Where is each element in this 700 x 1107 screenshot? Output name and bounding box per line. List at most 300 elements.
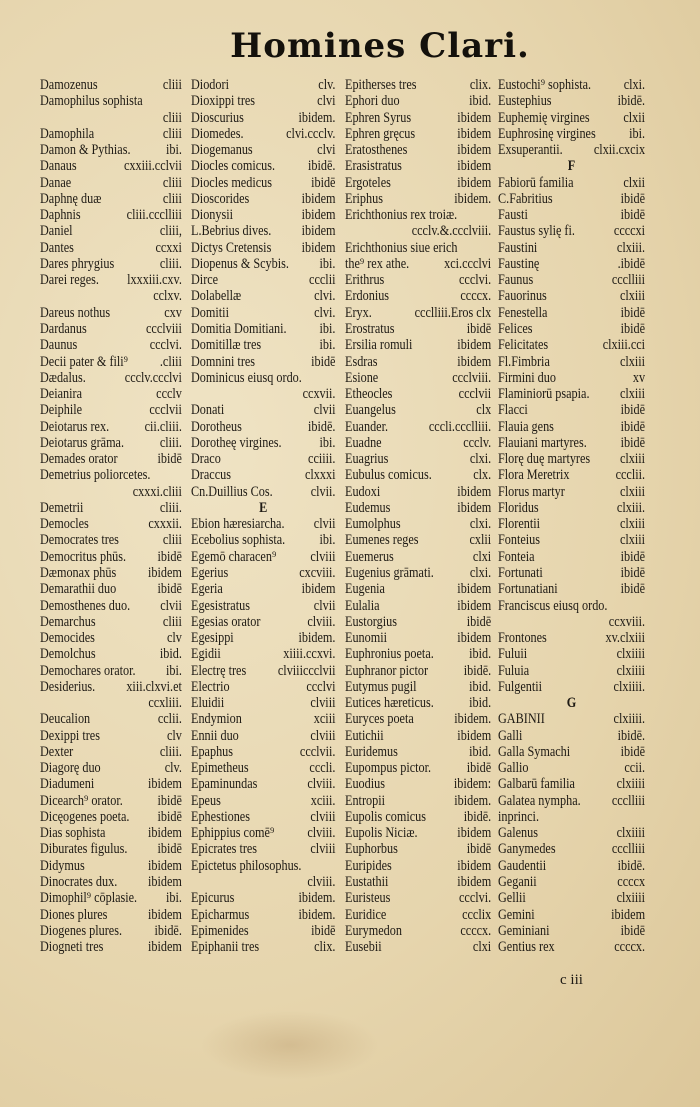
entry-reference: clvi. [314, 288, 336, 305]
index-entry [345, 874, 491, 890]
index-entry [191, 663, 335, 679]
entry-reference: clvi [317, 142, 336, 159]
entry-name: Eutichii [345, 727, 384, 744]
entry-name: Dicearch⁹ orator. [40, 792, 123, 809]
index-entry [345, 158, 491, 174]
entry-reference: ccccx. [614, 939, 646, 956]
entry-reference: clxiii [619, 516, 646, 533]
index-entry [345, 923, 491, 939]
index-entry [498, 93, 645, 109]
entry-name: Democritus phūs. [40, 548, 127, 565]
index-entry [498, 386, 645, 402]
entry-name: Egidii [191, 646, 221, 663]
index-entry [191, 142, 335, 158]
entry-name: Egesias orator [191, 613, 261, 630]
index-entry [191, 93, 335, 109]
index-entry [191, 272, 335, 288]
entry-reference: cliii. [159, 499, 182, 516]
entry-reference: ibidem [611, 906, 646, 923]
entry-name: Ecebolius sophista. [191, 532, 286, 549]
index-entry [345, 435, 491, 451]
index-entry [40, 191, 182, 207]
entry-reference: cxv [164, 304, 182, 321]
entry-reference: clxi [472, 939, 492, 956]
entry-reference: clvi.ccclv. [286, 125, 336, 142]
entry-name: Flacci [498, 402, 528, 419]
entry-reference: cciiii. [308, 451, 336, 468]
entry-reference: ibidē. [617, 93, 646, 110]
index-entry [345, 728, 491, 744]
entry-reference: cxxiii.cclvii [123, 158, 182, 175]
index-entry [498, 841, 645, 857]
entry-name: Cn.Duillius Cos. [191, 483, 273, 500]
index-entry [40, 354, 182, 370]
entry-name: the⁹ rex athe. [345, 255, 410, 272]
index-entry [191, 484, 335, 500]
entry-reference: clvii [160, 597, 182, 614]
entry-reference: ccxxi [155, 239, 182, 256]
index-entry [40, 484, 182, 500]
entry-reference: ibidē [157, 808, 182, 825]
index-entry [191, 614, 335, 630]
entry-name: Frontones [498, 630, 547, 647]
entry-name: Ephestiones [191, 808, 250, 825]
entry-reference: cliii [162, 125, 182, 142]
entry-reference: ccclvii. [299, 743, 336, 760]
entry-reference: ibidē [620, 402, 646, 419]
index-entry [345, 175, 491, 191]
entry-reference: ibidem [148, 857, 182, 874]
entry-name: Flauiani martyres. [498, 434, 587, 451]
index-entry [345, 646, 491, 662]
entry-reference: clxiii [619, 288, 646, 305]
entry-name: Ephren gręcus [345, 125, 416, 142]
entry-name: Democides [40, 630, 95, 647]
index-entry [191, 207, 335, 223]
entry-reference: ibidem [301, 223, 336, 240]
entry-reference: ibidem [148, 874, 182, 891]
entry-name: Domitia Domitiani. [191, 320, 287, 337]
index-column-3 [345, 77, 491, 955]
entry-reference: clxiii [619, 353, 646, 370]
index-entry [498, 874, 645, 890]
entry-name: Erasistratus [345, 158, 402, 175]
entry-name: Egesippi [191, 630, 234, 647]
index-column-4 [498, 77, 645, 955]
entry-reference: ibi. [319, 532, 336, 549]
index-entry [40, 825, 182, 841]
entry-name: Fl.Fimbria [498, 353, 550, 370]
entry-reference: .cliii [159, 353, 182, 370]
section-letter-text: E [259, 499, 268, 516]
entry-reference: cccli. [309, 760, 336, 777]
index-entry [191, 337, 335, 353]
index-entry [191, 435, 335, 451]
entry-name: Euagrius [345, 451, 389, 468]
entry-name: Euristeus [345, 890, 391, 907]
entry-name: Eudoxi [345, 483, 381, 500]
entry-name: Fauorinus [498, 288, 547, 305]
entry-name: Ersilia romuli [345, 337, 413, 354]
index-entry [345, 370, 491, 386]
index-entry [40, 126, 182, 142]
entry-name: Euridemus [345, 743, 398, 760]
section-letter-text: F [567, 158, 576, 175]
entry-name: Firmini duo [498, 369, 556, 386]
entry-reference: ibidem [457, 825, 492, 842]
entry-name: Diones plures [40, 906, 108, 923]
entry-name: Eryx. [345, 304, 372, 321]
entry-reference: clviii [310, 808, 336, 825]
entry-name: Diodori [191, 77, 229, 93]
entry-name: Dioscorides [191, 190, 250, 207]
index-entry [498, 126, 645, 142]
entry-reference: clviii [310, 548, 336, 565]
index-entry [498, 598, 645, 614]
entry-reference: ibidē [620, 304, 646, 321]
entry-name: Epictetus philosophus. [191, 857, 302, 874]
entry-reference: cii.cliii. [144, 418, 182, 435]
index-entry [40, 939, 182, 955]
entry-name: Faustus sylię fi. [498, 223, 575, 240]
entry-reference: clxiiii. [613, 678, 646, 695]
entry-reference: ibid. [469, 646, 492, 663]
index-column-2 [191, 77, 335, 955]
index-entry [191, 695, 335, 711]
entry-reference: ibidē [157, 581, 182, 598]
entry-reference: ccxvii. [302, 386, 336, 403]
entry-name: Draco [191, 451, 221, 468]
index-entry [191, 646, 335, 662]
index-entry [191, 825, 335, 841]
entry-reference: ibidē [466, 320, 492, 337]
entry-name: Euryces poeta [345, 711, 414, 728]
entry-name: Domnini tres [191, 353, 256, 370]
index-entry [345, 240, 491, 256]
entry-reference: clviii. [307, 776, 336, 793]
index-entry [498, 354, 645, 370]
index-entry [498, 305, 645, 321]
index-entry [345, 809, 491, 825]
entry-name: Esdras [345, 353, 378, 370]
entry-reference: ccclviii [145, 320, 182, 337]
index-entry [191, 191, 335, 207]
entry-name: Dimophil⁹ cōplasie. [40, 890, 138, 907]
entry-name: Epicrates tres [191, 841, 258, 858]
entry-reference: ibid. [159, 646, 182, 663]
entry-name: Erostratus [345, 320, 395, 337]
index-entry [498, 516, 645, 532]
index-entry [191, 158, 335, 174]
entry-name: Dominicus eiusq ordo. [191, 369, 302, 386]
entry-name: Gentius rex [498, 939, 555, 956]
entry-name: Deiotarus grāma. [40, 434, 125, 451]
index-entry [40, 272, 182, 288]
entry-name: Demosthenes duo. [40, 597, 131, 614]
entry-name: Ennii duo [191, 727, 239, 744]
index-entry [345, 695, 491, 711]
entry-reference: ibidem. [298, 109, 336, 126]
entry-name: Fonteius [498, 532, 541, 549]
index-entry [191, 110, 335, 126]
entry-reference: cliii. [159, 434, 182, 451]
entry-name: Diburates figulus. [40, 841, 128, 858]
entry-name: Electrę tres [191, 662, 247, 679]
entry-name: Erichthonius siue erich [345, 239, 458, 256]
entry-reference: ibidem [457, 727, 492, 744]
entry-reference: ibidē. [463, 662, 492, 679]
entry-reference: clviii [310, 695, 336, 712]
index-entry [498, 435, 645, 451]
index-entry [345, 321, 491, 337]
entry-reference: clxiiii [616, 825, 646, 842]
entry-reference: clxiii. [616, 239, 646, 256]
entry-reference: ibidē [620, 320, 646, 337]
index-entry [345, 581, 491, 597]
index-entry [498, 240, 645, 256]
entry-reference: clxiii [619, 532, 646, 549]
index-entry [498, 110, 645, 126]
index-entry [191, 532, 335, 548]
index-entry [345, 500, 491, 516]
index-entry [498, 679, 645, 695]
entry-name: Dionysii [191, 207, 234, 224]
entry-name: Deiphile [40, 402, 83, 419]
index-entry [191, 370, 335, 386]
index-entry [345, 825, 491, 841]
entry-reference: ibidem [148, 776, 182, 793]
index-entry [191, 858, 335, 874]
entry-reference: ibidem [457, 597, 492, 614]
entry-name: Danae [40, 174, 72, 191]
entry-name: Domitillæ tres [191, 337, 262, 354]
index-entry [498, 337, 645, 353]
entry-reference: ibidē [466, 613, 492, 630]
index-entry [498, 809, 645, 825]
entry-reference: clxiiii [616, 776, 646, 793]
entry-name: Galla Symachi [498, 743, 571, 760]
index-entry [498, 549, 645, 565]
index-entry [498, 321, 645, 337]
entry-reference: ccccx. [460, 288, 492, 305]
entry-reference: clxii.cxcix [593, 142, 646, 159]
entry-name: Dictys Cretensis [191, 239, 272, 256]
entry-reference: ibidem [148, 906, 182, 923]
entry-reference: ibidem [457, 353, 492, 370]
entry-name: Demarathii duo [40, 581, 117, 598]
entry-reference: ibidem [301, 239, 336, 256]
index-entry [40, 646, 182, 662]
entry-name: Daphnę duæ [40, 190, 102, 207]
entry-reference: ibi. [165, 662, 182, 679]
entry-reference: ccclii [309, 272, 336, 289]
index-entry [191, 402, 335, 418]
entry-name: Eriphus [345, 190, 383, 207]
entry-name: Diomedes. [191, 125, 244, 142]
entry-reference: ibi. [165, 142, 182, 159]
entry-name: Franciscus eiusq ordo. [498, 597, 608, 614]
index-entry [191, 711, 335, 727]
entry-reference: ibidem: [453, 776, 492, 793]
entry-name: Endymion [191, 711, 242, 728]
entry-name: Demarchus [40, 613, 96, 630]
entry-reference: clvi [317, 93, 336, 110]
index-entry [498, 760, 645, 776]
entry-name: Ganymedes [498, 841, 556, 858]
entry-name: Euphranor pictor [345, 662, 429, 679]
index-entry [40, 337, 182, 353]
entry-reference: xciii. [310, 792, 336, 809]
entry-reference: clxi. [469, 516, 492, 533]
entry-name: Ephippius comē⁹ [191, 825, 275, 842]
entry-reference: ccclvi [306, 678, 336, 695]
section-letter [498, 695, 645, 711]
index-entry [498, 939, 645, 955]
entry-reference: ccclliii [611, 272, 646, 289]
entry-name: Damophila [40, 125, 95, 142]
section-letter [498, 158, 645, 174]
index-entry [498, 614, 645, 630]
entry-reference: ibi. [319, 255, 336, 272]
entry-name: Democles [40, 516, 89, 533]
entry-name: Ephori duo [345, 93, 400, 110]
entry-reference: ibidē [311, 353, 336, 370]
index-entry [191, 630, 335, 646]
entry-name: Egesistratus [191, 597, 250, 614]
index-entry [498, 890, 645, 906]
entry-reference: clviii. [307, 874, 336, 891]
entry-reference: ibid. [469, 743, 492, 760]
index-entry [40, 77, 182, 93]
entry-name: Eutymus pugil [345, 678, 417, 695]
entry-name: Erichthonius rex troiæ. [345, 207, 458, 224]
index-entry [345, 793, 491, 809]
entry-name: Erdonius [345, 288, 390, 305]
entry-reference: clviii [310, 727, 336, 744]
index-entry [40, 256, 182, 272]
entry-reference: cliii [162, 190, 182, 207]
index-entry [40, 549, 182, 565]
index-entry [191, 288, 335, 304]
entry-name: Entropii [345, 792, 385, 809]
entry-name: Dorotheus [191, 418, 242, 435]
entry-reference: ibi. [165, 890, 182, 907]
index-entry [40, 402, 182, 418]
index-entry [345, 663, 491, 679]
section-letter-text: G [566, 695, 577, 712]
index-entry [40, 158, 182, 174]
entry-reference: ibidē. [463, 808, 492, 825]
entry-name: Danaus [40, 158, 77, 175]
index-entry [498, 370, 645, 386]
entry-name: Diopenus & Scybis. [191, 255, 289, 272]
entry-name: Deucalion [40, 711, 91, 728]
entry-reference: clxi [472, 548, 492, 565]
entry-reference: ibidē [620, 207, 646, 224]
entry-reference: xciii [313, 711, 336, 728]
entry-reference: clviiiccclvii [277, 662, 336, 679]
index-entry [345, 467, 491, 483]
index-entry [40, 809, 182, 825]
entry-reference: .ibidē [617, 255, 646, 272]
entry-reference: cclii. [157, 711, 182, 728]
index-entry [191, 598, 335, 614]
index-entry [498, 825, 645, 841]
index-entry [191, 240, 335, 256]
index-entry [40, 728, 182, 744]
index-entry [498, 630, 645, 646]
index-entry [40, 581, 182, 597]
index-entry [191, 907, 335, 923]
entry-reference: ibi. [629, 125, 646, 142]
entry-name: Daniel [40, 223, 73, 240]
index-entry [191, 516, 335, 532]
entry-name: C.Fabritius [498, 190, 553, 207]
entry-reference: clxii [623, 174, 646, 191]
index-entry [498, 288, 645, 304]
entry-name: Gemini [498, 906, 535, 923]
entry-reference: clv [166, 727, 182, 744]
entry-reference: ibidē [620, 548, 646, 565]
entry-name: Euemerus [345, 548, 394, 565]
index-entry [40, 467, 182, 483]
entry-name: Epimenides [191, 922, 249, 939]
page-title: Homines Clari. [230, 26, 530, 66]
index-entry [345, 386, 491, 402]
entry-reference: clvii. [310, 483, 336, 500]
entry-name: Euander. [345, 418, 389, 435]
index-entry [191, 728, 335, 744]
index-entry [191, 386, 335, 402]
index-entry [498, 858, 645, 874]
entry-reference: ccclliii [611, 841, 646, 858]
entry-reference: ccclv. [463, 434, 492, 451]
entry-name: Euphronius poeta. [345, 646, 434, 663]
index-entry [40, 923, 182, 939]
index-entry [498, 175, 645, 191]
index-entry [345, 532, 491, 548]
entry-name: Fortunatiani [498, 581, 558, 598]
entry-reference: cxlii [469, 532, 492, 549]
index-entry [40, 598, 182, 614]
index-entry [345, 256, 491, 272]
entry-name: Epeus [191, 792, 221, 809]
entry-name: Eupompus pictor. [345, 760, 432, 777]
index-entry [345, 354, 491, 370]
entry-reference: ccclliii.Eros clx [414, 304, 492, 321]
entry-name: Diagorę duo [40, 760, 101, 777]
entry-reference: cliii [162, 77, 182, 93]
index-entry [345, 679, 491, 695]
entry-name: Eustephius [498, 93, 552, 110]
entry-name: Diocles medicus [191, 174, 272, 191]
index-entry [345, 419, 491, 435]
entry-reference: ibidem [457, 874, 492, 891]
entry-name: Galatea nympha. [498, 792, 581, 809]
index-entry [191, 223, 335, 239]
entry-reference: ibidē [620, 743, 646, 760]
index-entry [345, 630, 491, 646]
index-entry [40, 776, 182, 792]
entry-name: Eugenia [345, 581, 385, 598]
index-entry [345, 272, 491, 288]
index-entry [345, 191, 491, 207]
entry-name: Deiotarus rex. [40, 418, 110, 435]
index-entry [40, 142, 182, 158]
entry-reference: clvi. [314, 304, 336, 321]
index-entry [191, 923, 335, 939]
entry-name: Dias sophista [40, 825, 106, 842]
